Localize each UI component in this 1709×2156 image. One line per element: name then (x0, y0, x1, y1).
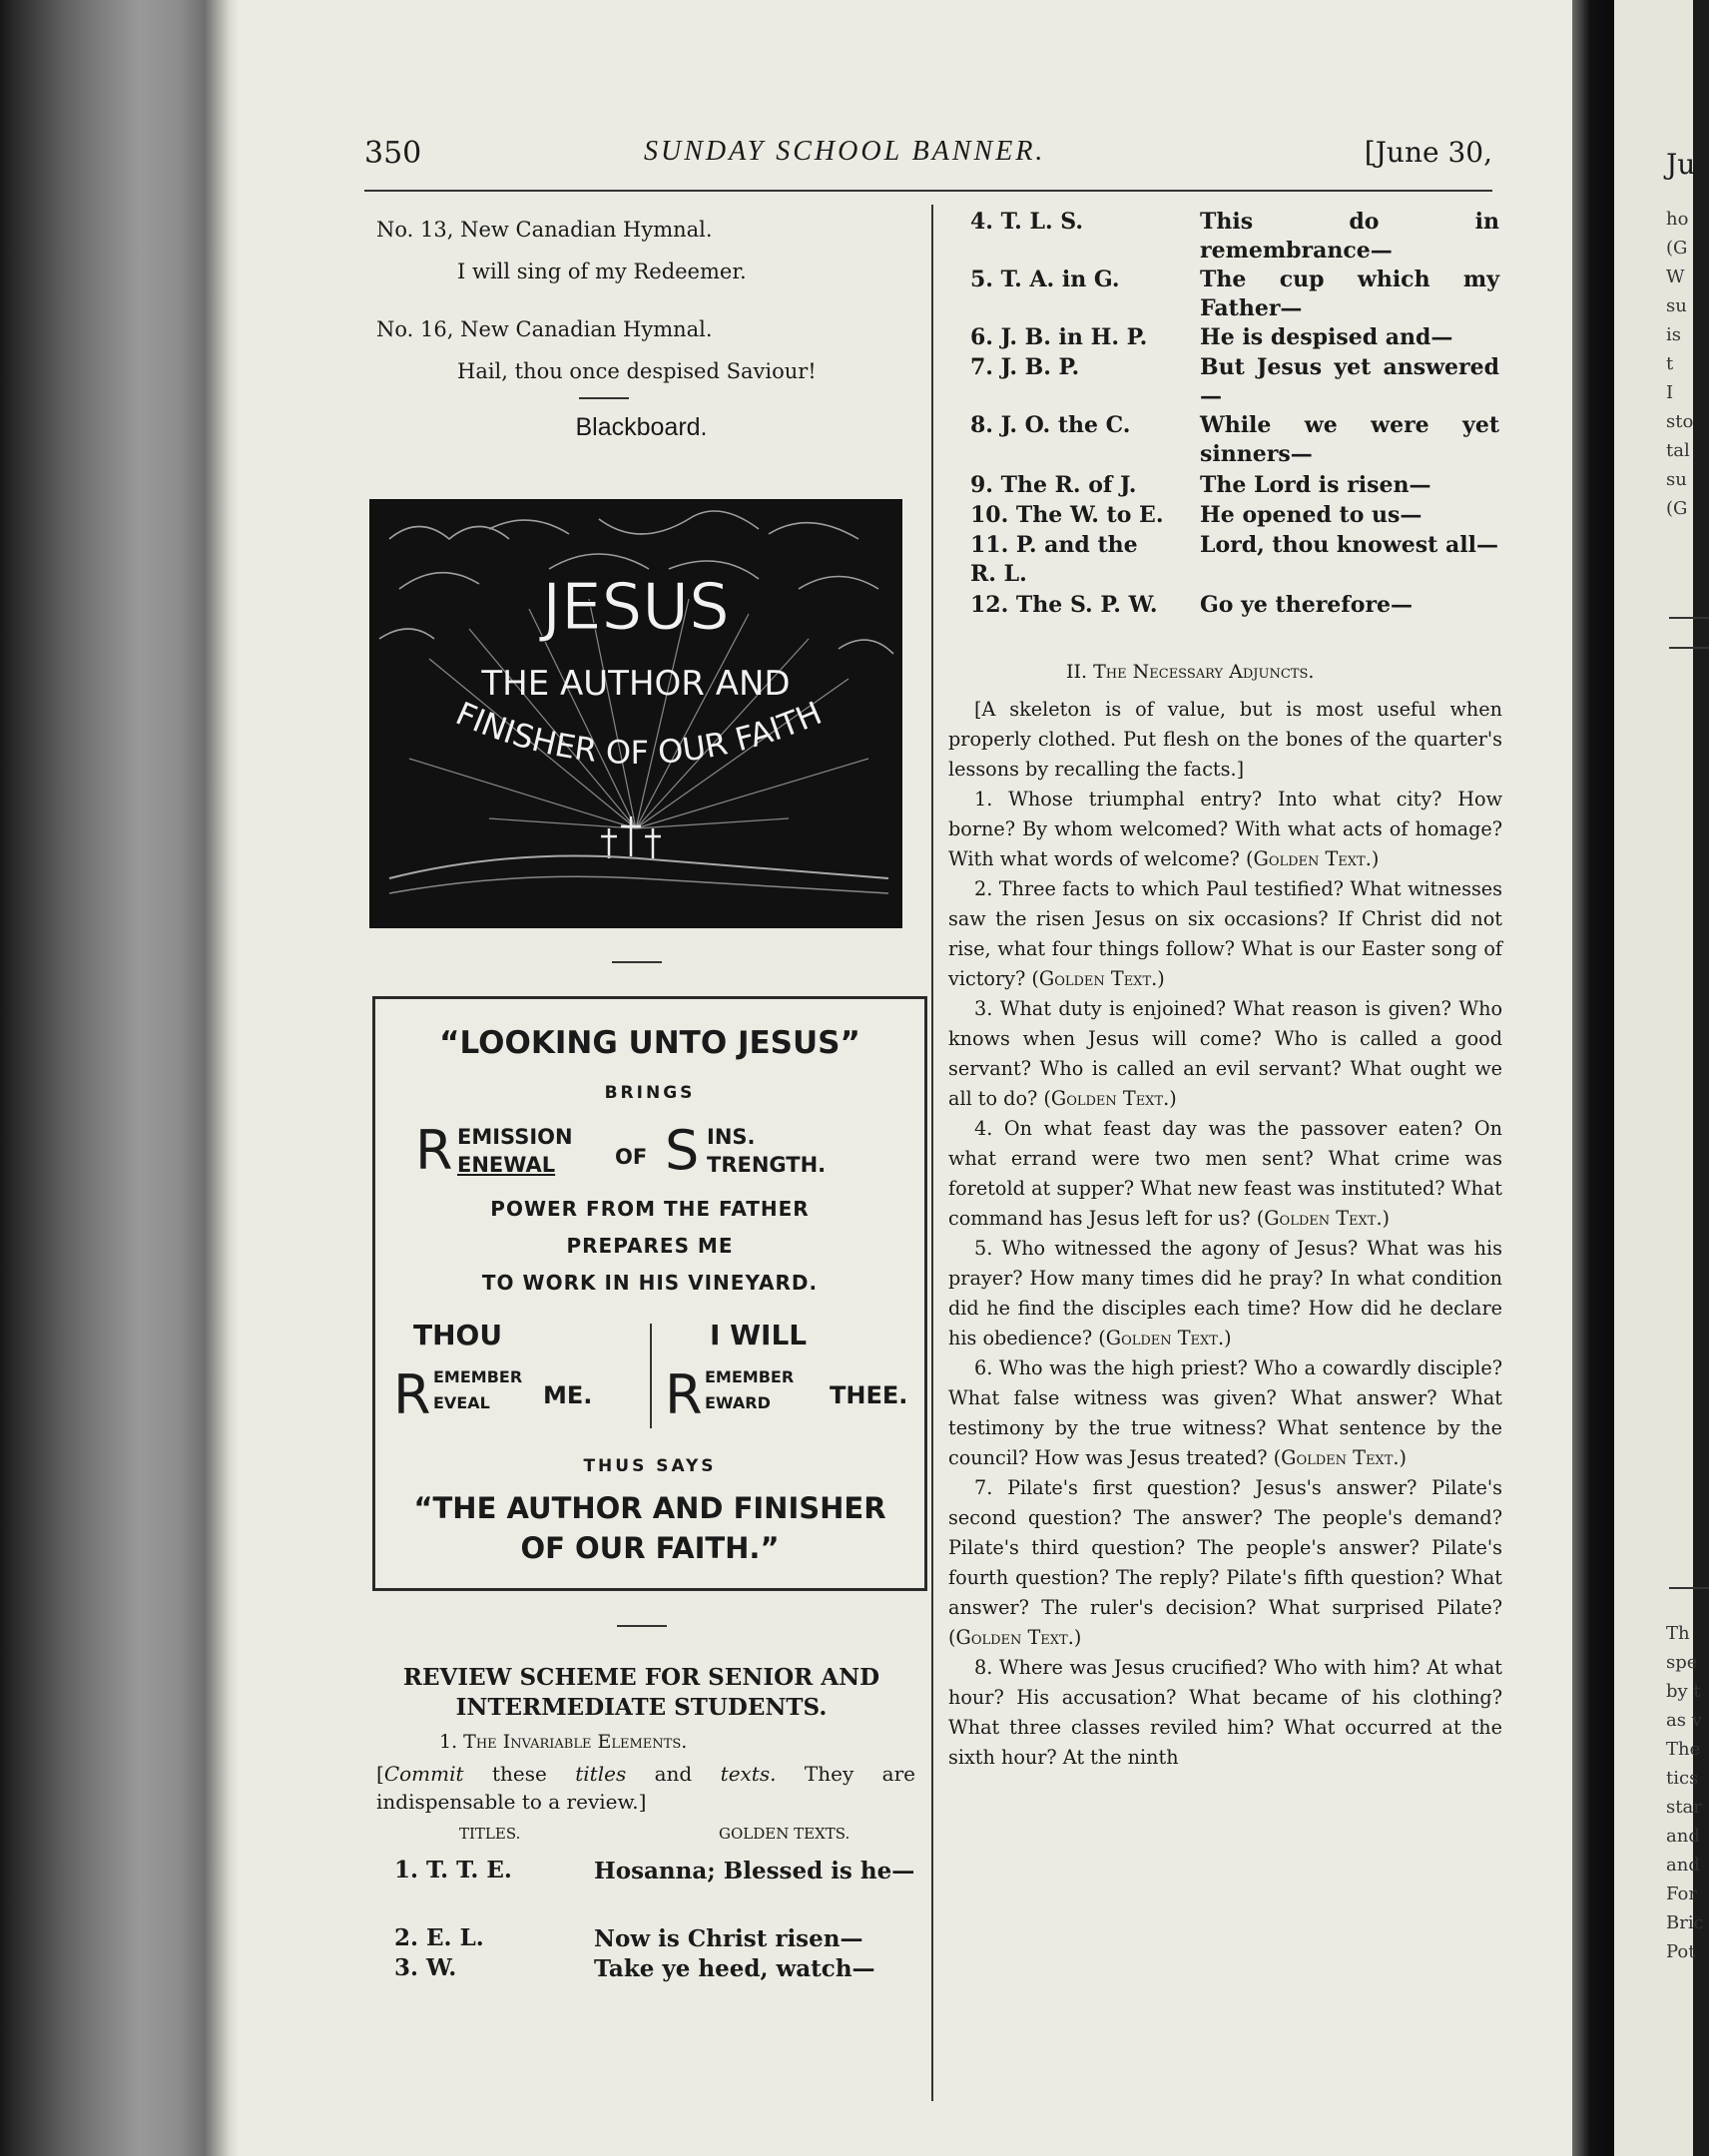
section-adjuncts: II. The Necessary Adjuncts. (1066, 661, 1315, 683)
box-title: “LOOKING UNTO JESUS” (439, 1025, 860, 1061)
sins-word: INS. (707, 1125, 756, 1149)
box-brings: BRINGS (604, 1083, 696, 1103)
three-crosses-icon (601, 816, 661, 858)
issue-date: [June 30, (1364, 136, 1492, 169)
question-paragraph: 2. Three facts to which Paul testified? What witnesses saw the risen Jesus on six occasions? If Christ did not rise, what four things follow? What is our Easter song of victory? (Golden Text.) (948, 877, 1502, 990)
blackboard-illustration (369, 499, 902, 928)
review-heading-line2: INTERMEDIATE STUDENTS. (455, 1694, 828, 1721)
item-golden: Hosanna; Blessed is he— (594, 1858, 915, 1885)
commit-titles: titles (575, 1762, 627, 1786)
item-golden: Now is Christ risen— (594, 1925, 863, 1952)
fragment: tal (1666, 440, 1690, 461)
book-spine-edge (0, 0, 240, 2156)
item-abbr: 10. The W. to E. (970, 502, 1164, 528)
blackboard-finisher (450, 694, 827, 772)
item-abbr: 2. E. L. (394, 1924, 484, 1951)
commit-texts: texts. (720, 1762, 777, 1786)
review-heading-line1: REVIEW SCHEME FOR SENIOR AND (402, 1664, 880, 1691)
question-text: 4. On what feast day was the passover eaten? On what errand were two men sent? What crime was foretold at supper? What new feast was instituted? What command has Jesus left for us? (948, 1117, 1502, 1230)
question-paragraph: 6. Who was the high priest? Who a cowardly disciple? What false witness was given? What answer? What testimony by the true witness? What sentence by the council? How was Jesus treated? (Golden Text.) (948, 1356, 1502, 1469)
running-header (364, 136, 1492, 176)
fragment: (G (1666, 498, 1688, 519)
item-golden: The Lord is risen— (1200, 472, 1431, 498)
hymn-number: No. 13, New Canadian Hymnal. (376, 218, 713, 242)
book-gutter (1572, 0, 1614, 2156)
col-head-golden: GOLDEN TEXTS. (719, 1825, 851, 1843)
item-abbr: 3. W. (394, 1954, 457, 1981)
facing-page-fragments (1666, 205, 1693, 523)
item-golden: Lord, thou knowest all— (1200, 532, 1498, 558)
section-rule (612, 961, 662, 963)
facing-rule (1669, 647, 1709, 649)
remember-me-group (393, 1363, 643, 1426)
blackboard-finisher-path: FINISHER OF OUR FAITH (450, 694, 828, 773)
reveal-word: EVEAL (433, 1393, 490, 1412)
remember-thee-group (665, 1363, 914, 1426)
fragment: For (1666, 1884, 1697, 1904)
item-abbr: 9. The R. of J. (970, 472, 1137, 498)
item-abbr: 6. J. B. in H. P. (970, 324, 1148, 350)
item-golden: While we were yet sinners— (1200, 412, 1499, 467)
item-golden: But Jesus yet answered— (1200, 354, 1499, 409)
golden-text-ref: Golden Text (955, 1626, 1068, 1649)
blackboard-author: THE AUTHOR AND (481, 664, 791, 704)
item-abbr: 8. J. O. the C. (970, 412, 1131, 438)
question-text: 6. Who was the high priest? Who a cowardly disciple? What false witness was given? What answer? What testimony by the true witness? What sentence by the council? How was Jesus treated? (948, 1356, 1502, 1469)
big-s: S (665, 1119, 700, 1182)
section-rule (617, 1625, 667, 1627)
author-line-2: OF OUR FAITH.” (520, 1531, 780, 1565)
question-text: 3. What duty is enjoined? What reason is given? Who knows when Jesus will come? Who is called a good servant? Who is called an evil servant? What ought we all to do? (948, 997, 1502, 1110)
facing-rule (1669, 1587, 1709, 1589)
question-text: 2. Three facts to which Paul testified? What witnesses saw the risen Jesus on six occasions? If Christ did not rise, what four things follow? What is our Easter song of victory? (948, 877, 1502, 990)
box-power: POWER FROM THE FATHER (490, 1197, 810, 1221)
facing-rule (1669, 617, 1709, 619)
fragment: and (1666, 1855, 1700, 1876)
commit-word: Commit (383, 1762, 464, 1786)
fragment: su (1666, 469, 1687, 490)
fragment: is t (1666, 324, 1681, 374)
item-abbr: 5. T. A. in G. (970, 267, 1120, 292)
publication-title: SUNDAY SCHOOL BANNER. (644, 136, 1046, 167)
golden-text-ref: Golden Text (1253, 847, 1366, 870)
remember-word: EMEMBER (433, 1367, 523, 1386)
item-abbr: 4. T. L. S. (970, 209, 1084, 235)
author-line-1: “THE AUTHOR AND FINISHER (413, 1491, 886, 1525)
of-word: OF (615, 1145, 648, 1169)
item-golden: He opened to us— (1200, 502, 1423, 528)
fragment: su (1666, 295, 1687, 316)
question-paragraph: 5. Who witnessed the agony of Jesus? What was his prayer? How many times did he pray? In what condition did he find the disciples each time? How did he declare his obedience? (Golden Text.) (948, 1237, 1502, 1349)
box-work: TO WORK IN HIS VINEYARD. (481, 1271, 819, 1295)
header-rule (364, 190, 1492, 192)
section-invariable: 1. The Invariable Elements. (439, 1731, 688, 1753)
question-text: 7. Pilate's first question? Jesus's answer? Pilate's second question? The answer? The people's demand? Pilate's third question? The people's answer? Pilate's fourth question? The reply? Pilate's fifth question? What answer? The ruler's decision? What surprised Pilate? (948, 1476, 1502, 1619)
commit-note (376, 1760, 915, 1816)
blackboard-jesus: JESUS (542, 571, 730, 645)
review-heading (364, 1663, 918, 1723)
item-golden: Go ye therefore— (1200, 592, 1414, 618)
golden-text-ref: Golden Text (1264, 1207, 1377, 1230)
section-rule (579, 397, 629, 399)
fragment: ho (1666, 209, 1689, 230)
facing-page-header: Ju (1666, 148, 1696, 181)
fragment: tics (1666, 1768, 1699, 1789)
fragment: Th (1666, 1623, 1690, 1644)
item-golden: He is despised and— (1200, 324, 1453, 350)
question-paragraph: 8. Where was Jesus crucified? Who with him? At what hour? His accusation? What became of his clothing? What three classes reviled him? What occurred at the sixth hour? At the ninth (948, 1656, 1502, 1769)
fragment: Bric (1666, 1912, 1704, 1933)
fragment: as v (1666, 1710, 1702, 1731)
fragment: (G (1666, 238, 1688, 259)
me-word: ME. (543, 1381, 593, 1409)
item-golden: Take ye heed, watch— (594, 1955, 875, 1982)
fragment: The (1666, 1739, 1701, 1760)
item-abbr: 11. P. and the R. L. (970, 532, 1138, 587)
renewal-word: ENEWAL (457, 1153, 556, 1177)
left-column (364, 218, 918, 1982)
question-text: 5. Who witnessed the agony of Jesus? What was his prayer? How many times did he pray? In what condition did he find the disciples each time? How did he declare his obedience? (948, 1237, 1502, 1349)
questions-body (948, 695, 1502, 1773)
commit-bracket: [ (376, 1762, 384, 1786)
fragment: W (1666, 267, 1685, 287)
question-paragraph: 7. Pilate's first question? Jesus's answer? Pilate's second question? The answer? The people's demand? Pilate's third question? The people's answer? Pilate's fourth question? The reply? Pilate's fifth question? What answer? The ruler's decision? What surprised Pilate? (Golden Text.) (948, 1476, 1502, 1649)
fragment: star (1666, 1797, 1702, 1818)
item-abbr: 12. The S. P. W. (970, 592, 1158, 618)
col-head-titles: TITLES. (459, 1825, 521, 1843)
big-r: R (665, 1363, 703, 1426)
blackboard-drawing (369, 499, 902, 928)
hymn-title: I will sing of my Redeemer. (457, 260, 747, 283)
remember-word: EMEMBER (705, 1367, 795, 1386)
item-abbr: 1. T. T. E. (394, 1857, 512, 1884)
fragment: I (1666, 382, 1674, 403)
commit-text: these (463, 1762, 576, 1786)
remission-word: EMISSION (457, 1125, 573, 1149)
commit-text: They are indispensable to a review.] (376, 1762, 915, 1814)
item-golden: This do in remembrance— (1200, 209, 1499, 264)
big-r: R (415, 1119, 453, 1182)
remission-renewal-row (415, 1119, 894, 1189)
item-golden: The cup which my Father— (1200, 267, 1499, 321)
column-rule (931, 205, 933, 2101)
facing-page-edge (1614, 0, 1704, 2156)
thus-says: THUS SAYS (583, 1456, 717, 1476)
facing-page-fragments (1666, 1619, 1704, 1966)
hymn-number: No. 16, New Canadian Hymnal. (376, 317, 713, 341)
fragment: by t (1666, 1681, 1701, 1702)
fragment: Pot (1666, 1941, 1696, 1962)
thou-word: THOU (413, 1319, 503, 1351)
hymn-title: Hail, thou once despised Saviour! (457, 359, 817, 383)
fragment: spe (1666, 1652, 1698, 1673)
box-divider (650, 1324, 652, 1428)
page-number: 350 (364, 136, 422, 171)
fragment: sto (1666, 411, 1694, 432)
golden-text-ref: Golden Text (1050, 1087, 1164, 1110)
fragment: and (1666, 1826, 1700, 1847)
question-paragraph: 3. What duty is enjoined? What reason is given? Who knows when Jesus will come? Who is called a good servant? Who is called an evil servant? What ought we all to do? (Golden Text.) (948, 997, 1502, 1110)
intro-paragraph: [A skeleton is of value, but is most useful when properly clothed. Put flesh on the bones of the quarter's lessons by recalling the facts.] (948, 698, 1502, 781)
reward-word: EWARD (705, 1393, 771, 1412)
golden-text-ref: Golden Text (1038, 967, 1152, 990)
big-r: R (393, 1363, 431, 1426)
strength-word: TRENGTH. (707, 1153, 827, 1177)
golden-text-ref: Golden Text (1105, 1327, 1218, 1349)
commit-text: and (626, 1762, 721, 1786)
looking-unto-jesus-box (372, 996, 927, 1591)
item-abbr: 7. J. B. P. (970, 354, 1080, 380)
i-will-word: I WILL (710, 1319, 808, 1351)
thee-word: THEE. (830, 1381, 908, 1409)
blackboard-label: Blackboard. (575, 413, 708, 441)
question-paragraph: 1. Whose triumphal entry? Into what city? How borne? By whom welcomed? With what acts of homage? With what words of welcome? (Golden Text.) (948, 788, 1502, 870)
question-text: 1. Whose triumphal entry? Into what city? How borne? By whom welcomed? With what acts of homage? With what words of welcome? (948, 788, 1502, 870)
question-paragraph: 4. On what feast day was the passover eaten? On what errand were two men sent? What crime was foretold at supper? What new feast was instituted? What command has Jesus left for us? (Golden Text.) (948, 1117, 1502, 1230)
golden-text-ref: Golden Text (1281, 1446, 1394, 1469)
box-prepares: PREPARES ME (566, 1234, 734, 1258)
